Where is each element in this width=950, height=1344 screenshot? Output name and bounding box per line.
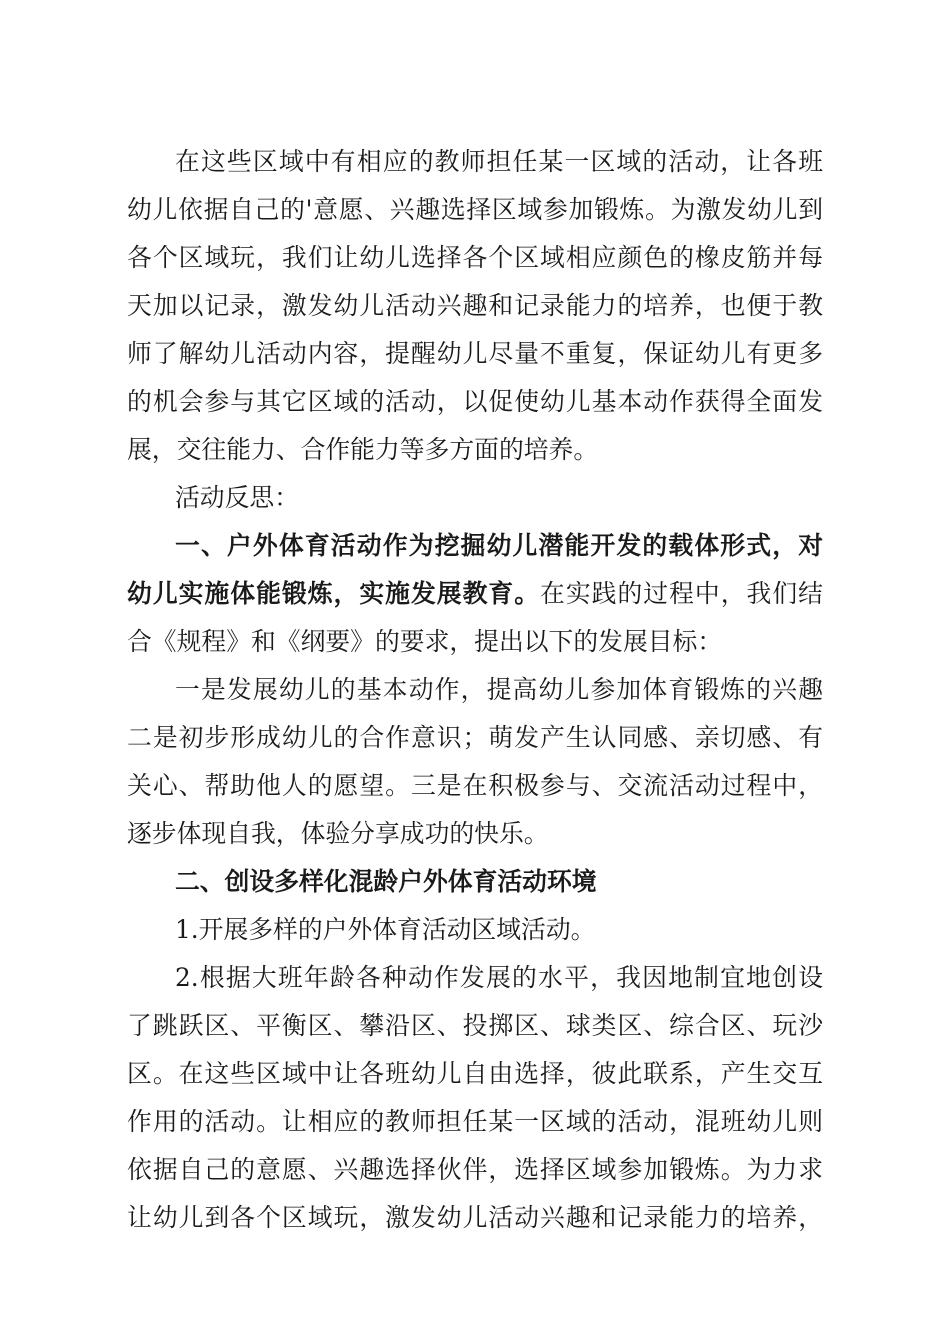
- paragraph-line: 天加以记录，激发幼儿活动兴趣和记录能力的培养，也便于教: [127, 291, 823, 320]
- bold-heading-text: 幼儿实施体能锻炼，实施发展教育。: [127, 579, 541, 608]
- paragraph-line: 依据自己的意愿、兴趣选择伙伴，选择区域参加锻炼。为力求: [127, 1155, 823, 1184]
- paragraph-line: 的机会参与其它区域的活动，以促使幼儿基本动作获得全面发: [127, 387, 823, 416]
- paragraph-line: 让幼儿到各个区域玩，激发幼儿活动兴趣和记录能力的培养，: [127, 1203, 823, 1232]
- paragraph-line: 幼儿依据自己的'意愿、兴趣选择区域参加锻炼。为激发幼儿到: [127, 195, 823, 224]
- section-label: 活动反思：: [175, 483, 299, 512]
- bold-heading-line: 一、户外体育活动作为挖掘幼儿潜能开发的载体形式，对: [175, 531, 823, 560]
- paragraph-line: 区。在这些区域中让各班幼儿自由选择，彼此联系，产生交互: [127, 1059, 823, 1088]
- paragraph-line: [127, 574, 823, 614]
- paragraph-text: 在实践的过程中，我们结: [540, 579, 823, 608]
- paragraph-line: 一是发展幼儿的基本动作，提高幼儿参加体育锻炼的兴趣: [175, 675, 823, 704]
- paragraph-line: 1.开展多样的户外体育活动区域活动。: [175, 915, 596, 944]
- paragraph-line: 关心、帮助他人的愿望。三是在积极参与、交流活动过程中，: [127, 771, 823, 800]
- paragraph-line: 作用的活动。让相应的教师担任某一区域的活动，混班幼儿则: [127, 1107, 823, 1136]
- section-heading: 二、创设多样化混龄户外体育活动环境: [175, 867, 597, 896]
- paragraph-line: 展，交往能力、合作能力等多方面的培养。: [127, 435, 599, 464]
- paragraph-line: 师了解幼儿活动内容，提醒幼儿尽量不重复，保证幼儿有更多: [127, 339, 823, 368]
- paragraph-line: 2.根据大班年龄各种动作发展的水平，我因地制宜地创设: [175, 963, 823, 992]
- paragraph-line: 合《规程》和《纲要》的要求，提出以下的发展目标：: [127, 627, 723, 656]
- paragraph-line: 二是初步形成幼儿的合作意识；萌发产生认同感、亲切感、有: [127, 723, 823, 752]
- paragraph-line: 逐步体现自我，体验分享成功的快乐。: [127, 819, 549, 848]
- paragraph-line: 在这些区域中有相应的教师担任某一区域的活动，让各班: [175, 147, 823, 176]
- paragraph-line: 各个区域玩，我们让幼儿选择各个区域相应颜色的橡皮筋并每: [127, 243, 823, 272]
- paragraph-line: 了跳跃区、平衡区、攀沿区、投掷区、球类区、综合区、玩沙: [127, 1011, 823, 1040]
